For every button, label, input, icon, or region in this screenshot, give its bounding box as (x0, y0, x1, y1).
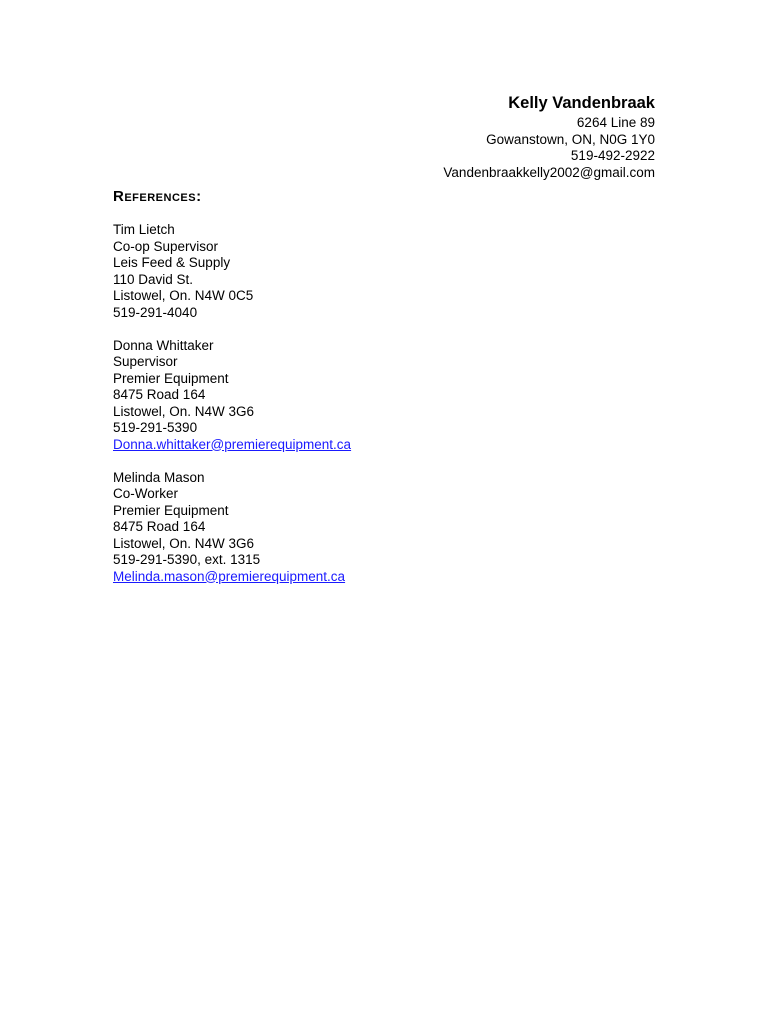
reference-city: Listowel, On. N4W 3G6 (113, 403, 255, 419)
reference-city: Listowel, On. N4W 3G6 (113, 535, 255, 551)
references-list (113, 222, 351, 602)
reference-email-link[interactable]: Melinda.mason@premierequipment.ca (113, 568, 346, 584)
reference-city: Listowel, On. N4W 0C5 (113, 288, 254, 303)
applicant-city: Gowanstown, ON, N0G 1Y0 (486, 131, 655, 147)
reference-name: Tim Lietch (113, 222, 175, 237)
reference-company: Premier Equipment (113, 502, 229, 518)
reference-entry (113, 470, 351, 586)
reference-name: Donna Whittaker (113, 337, 214, 353)
reference-company: Leis Feed & Supply (113, 255, 231, 270)
reference-phone: 519-291-5390, ext. 1315 (113, 552, 261, 567)
reference-street: 8475 Road 164 (113, 519, 206, 534)
reference-entry (113, 222, 351, 321)
reference-name: Melinda Mason (113, 469, 205, 485)
reference-street: 110 David St. (113, 271, 194, 287)
reference-title: Co-op Supervisor (113, 238, 219, 254)
applicant-phone: 519-492-2922 (570, 148, 655, 163)
reference-title: Co-Worker (113, 486, 179, 501)
applicant-email: Vandenbraakkelly2002@gmail.com (443, 164, 655, 180)
contact-header (443, 92, 655, 181)
applicant-address: 6264 Line 89 (576, 115, 655, 130)
applicant-name: Kelly Vandenbraak (508, 94, 655, 112)
reference-company: Premier Equipment (113, 370, 229, 386)
reference-street: 8475 Road 164 (113, 387, 206, 402)
reference-phone: 519-291-5390 (113, 420, 198, 435)
reference-entry (113, 338, 351, 454)
reference-phone: 519-291-4040 (113, 304, 198, 320)
reference-email-link[interactable]: Donna.whittaker@premierequipment.ca (113, 436, 352, 452)
reference-title: Supervisor (113, 354, 178, 369)
references-heading: References: (113, 188, 202, 205)
